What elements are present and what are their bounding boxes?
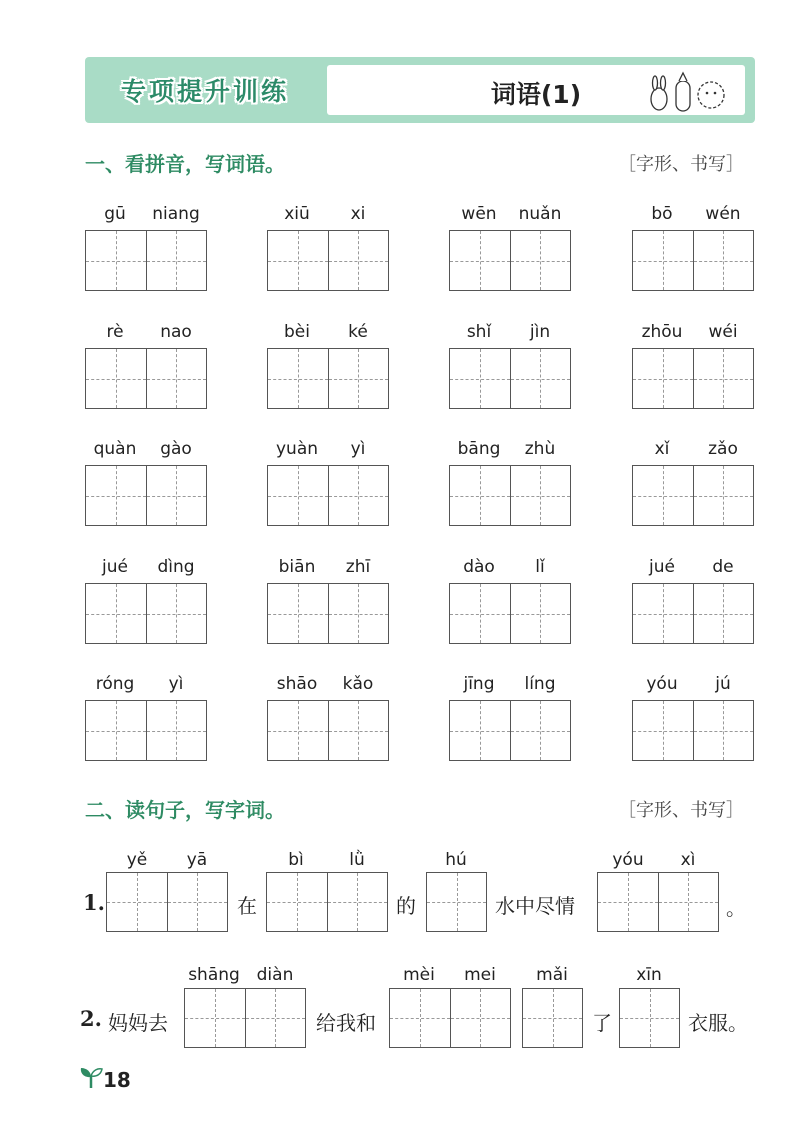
sentence-text: 妈妈去 <box>108 1011 168 1035</box>
writing-box[interactable] <box>449 583 571 644</box>
pinyin-label: lǜ <box>349 850 365 870</box>
pinyin-label: niang <box>152 204 200 224</box>
pinyin-label: shāng <box>188 965 240 985</box>
pinyin-label: bāng <box>457 439 501 459</box>
pinyin-label: wēn <box>461 204 497 224</box>
writing-box[interactable] <box>522 988 583 1048</box>
pinyin-label: yuàn <box>275 439 319 459</box>
sentence-text: 了 <box>592 1011 612 1035</box>
pinyin-label: de <box>712 557 734 577</box>
pinyin-label: mei <box>464 965 496 985</box>
pinyin-label: diàn <box>256 965 294 985</box>
writing-box[interactable] <box>267 583 389 644</box>
writing-box[interactable] <box>389 988 511 1048</box>
section1-tag: ［字形、书写］ <box>618 154 744 175</box>
pinyin-label: gào <box>160 439 192 459</box>
pinyin-label: zhī <box>345 557 371 577</box>
pinyin-label: xi <box>350 204 366 224</box>
pinyin-label: nuǎn <box>518 204 562 224</box>
pinyin-label: jué <box>649 557 675 577</box>
pinyin-label: jú <box>715 674 731 694</box>
writing-box[interactable] <box>632 465 754 526</box>
pinyin-label: zhōu <box>641 322 683 342</box>
sentence-text: 的 <box>396 894 416 918</box>
pinyin-label: xīn <box>636 965 662 985</box>
writing-box[interactable] <box>619 988 680 1048</box>
writing-box[interactable] <box>184 988 306 1048</box>
pinyin-label: hú <box>445 850 467 870</box>
writing-box[interactable] <box>632 700 754 761</box>
header-banner <box>85 57 755 123</box>
pinyin-label: wén <box>705 204 741 224</box>
pinyin-label: kǎo <box>342 674 374 694</box>
pinyin-label: bì <box>288 850 304 870</box>
writing-box[interactable] <box>85 348 207 409</box>
sentence-text: 。 <box>726 896 746 920</box>
pinyin-label: xǐ <box>654 439 670 459</box>
pinyin-label: dìng <box>157 557 195 577</box>
writing-box[interactable] <box>267 700 389 761</box>
pinyin-label: lǐ <box>535 557 545 577</box>
pinyin-label: bō <box>651 204 673 224</box>
pinyin-label: gū <box>104 204 126 224</box>
writing-box[interactable] <box>449 348 571 409</box>
pinyin-label: dào <box>463 557 495 577</box>
writing-box[interactable] <box>632 583 754 644</box>
pinyin-label: yě <box>126 850 148 870</box>
pinyin-label: líng <box>524 674 556 694</box>
pinyin-label: rè <box>106 322 124 342</box>
pinyin-label: biān <box>278 557 316 577</box>
sentence-text: 衣服。 <box>688 1011 748 1035</box>
series-title: 专项提升训练 <box>120 77 289 106</box>
pinyin-label: róng <box>95 674 135 694</box>
pinyin-label: yóu <box>646 674 678 694</box>
writing-box[interactable] <box>632 348 754 409</box>
section2-tag: ［字形、书写］ <box>618 800 744 821</box>
pinyin-label: wéi <box>708 322 738 342</box>
pinyin-label: jué <box>102 557 128 577</box>
pinyin-label: bèi <box>284 322 310 342</box>
pinyin-label: jīng <box>463 674 495 694</box>
writing-box[interactable] <box>106 872 228 932</box>
pinyin-label: xì <box>680 850 696 870</box>
pinyin-label: yóu <box>612 850 644 870</box>
page-title: 词语(1) <box>490 80 582 109</box>
writing-box[interactable] <box>266 872 388 932</box>
pinyin-label: yì <box>168 674 184 694</box>
writing-box[interactable] <box>85 465 207 526</box>
writing-box[interactable] <box>85 583 207 644</box>
pinyin-label: shāo <box>276 674 318 694</box>
pinyin-label: xiū <box>284 204 310 224</box>
pinyin-label: nao <box>160 322 192 342</box>
writing-box[interactable] <box>597 872 719 932</box>
sentence-text: 在 <box>237 894 257 918</box>
sentence2-number: 2. <box>80 1006 102 1031</box>
writing-box[interactable] <box>267 230 389 291</box>
writing-box[interactable] <box>632 230 754 291</box>
pinyin-label: shǐ <box>466 322 492 342</box>
series-label <box>85 57 325 123</box>
pinyin-label: mèi <box>403 965 435 985</box>
pinyin-label: ké <box>348 322 368 342</box>
sentence-text: 给我和 <box>316 1011 376 1035</box>
pinyin-label: mǎi <box>536 965 568 985</box>
writing-box[interactable] <box>267 465 389 526</box>
writing-box[interactable] <box>449 230 571 291</box>
mascot-icon <box>641 69 731 113</box>
writing-box[interactable] <box>85 230 207 291</box>
pinyin-label: jìn <box>529 322 551 342</box>
sprout-icon <box>78 1064 104 1090</box>
writing-box[interactable] <box>449 700 571 761</box>
page-number: 18 <box>103 1068 131 1092</box>
section1-title: 一、看拼音，写词语。 <box>85 152 285 176</box>
pinyin-label: yā <box>186 850 208 870</box>
writing-box[interactable] <box>85 700 207 761</box>
pinyin-label: zǎo <box>708 439 738 459</box>
writing-box[interactable] <box>426 872 487 932</box>
pinyin-label: zhù <box>524 439 556 459</box>
writing-box[interactable] <box>267 348 389 409</box>
sentence1-number: 1. <box>83 890 105 915</box>
pinyin-label: quàn <box>93 439 137 459</box>
section2-title: 二、读句子，写字词。 <box>85 798 285 822</box>
title-panel <box>327 65 745 115</box>
writing-box[interactable] <box>449 465 571 526</box>
sentence-text: 水中尽情 <box>495 894 575 918</box>
pinyin-label: yì <box>350 439 366 459</box>
